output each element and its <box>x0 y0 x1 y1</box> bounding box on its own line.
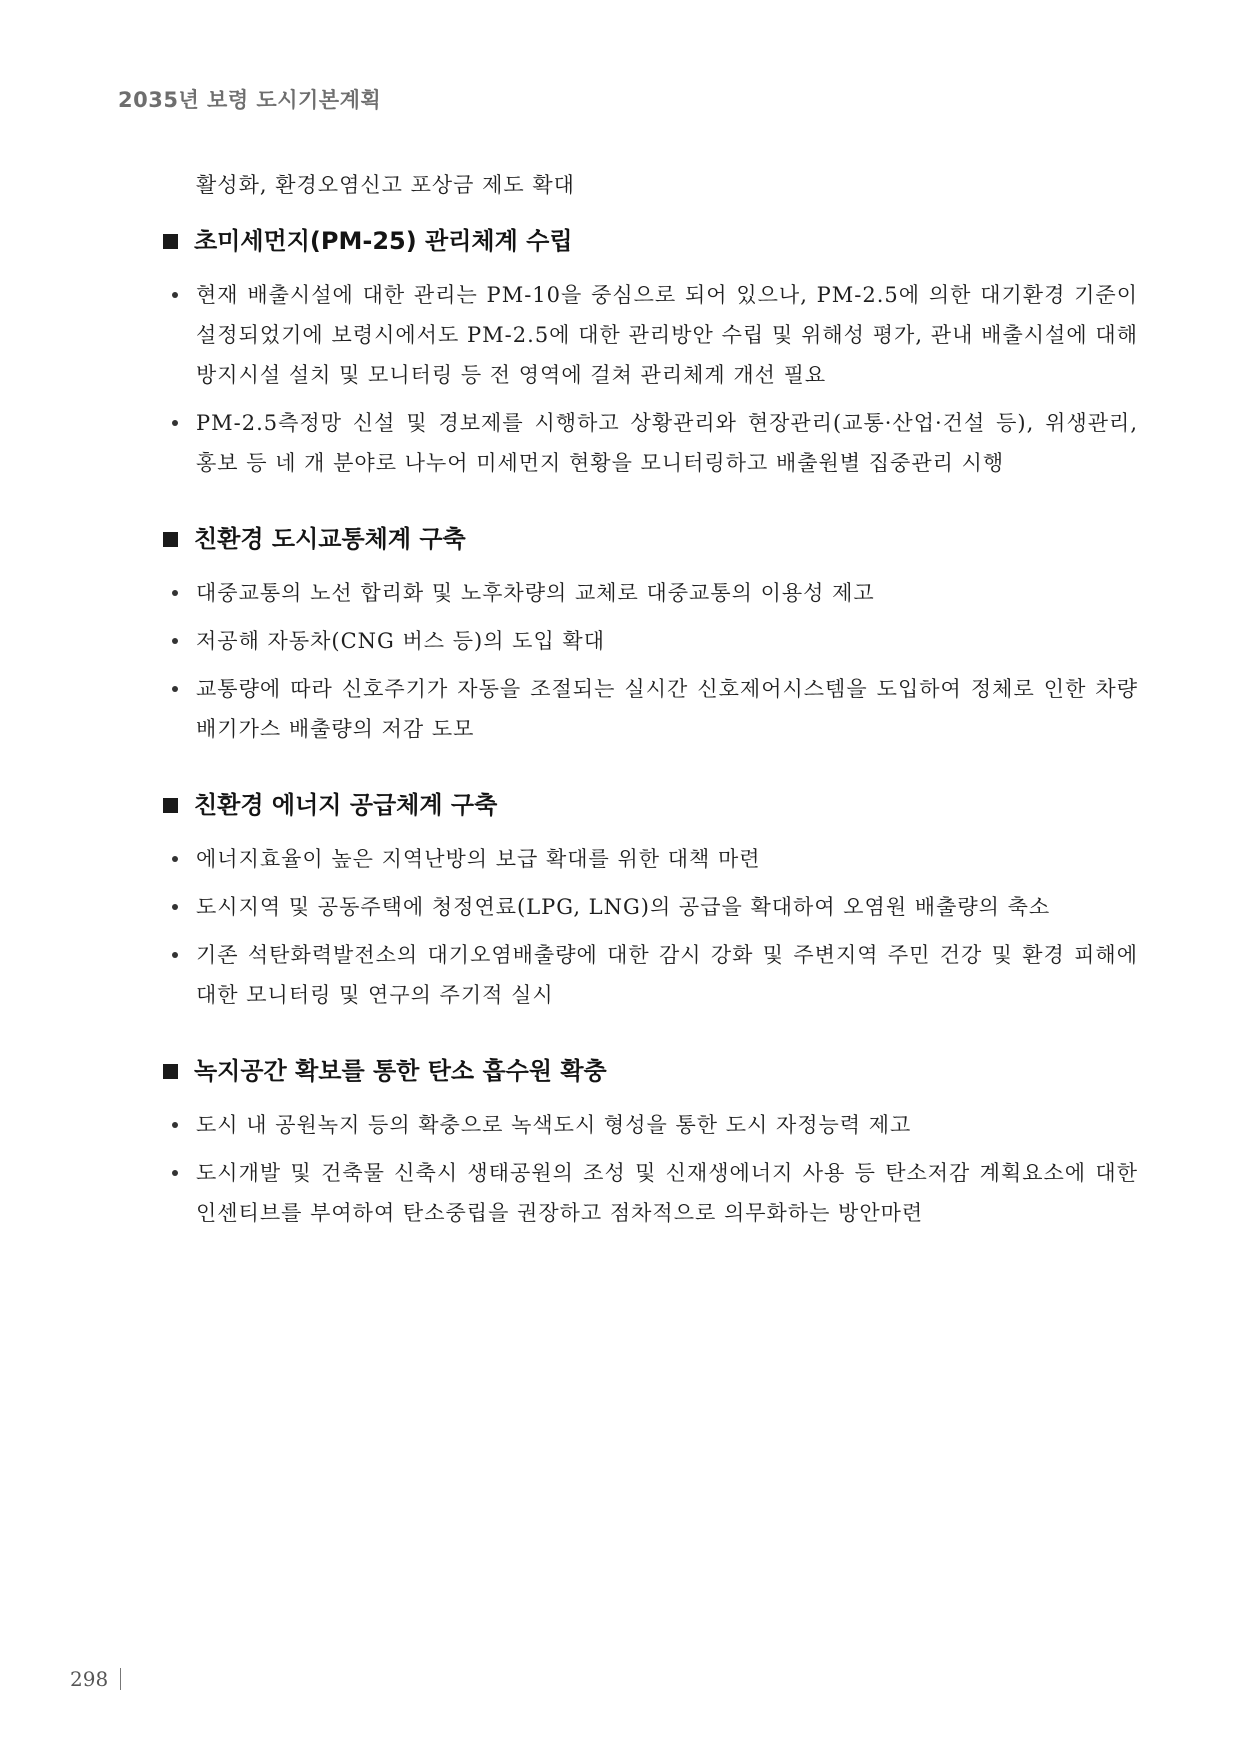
section-heading: 녹지공간 확보를 통한 탄소 흡수원 확충 <box>194 1057 607 1085</box>
bullet-list <box>163 573 1138 749</box>
bullet-item <box>163 1153 1138 1233</box>
bullet-list <box>163 839 1138 1015</box>
black-square-icon <box>163 532 178 547</box>
bullet-item <box>163 1105 1138 1145</box>
bullet-text: 대중교통의 노선 합리화 및 노후차량의 교체로 대중교통의 이용성 제고 <box>196 581 875 605</box>
bullet-text: 도시개발 및 건축물 신축시 생태공원의 조성 및 신재생에너지 사용 등 탄소저감 계획요소에 대한 인센티브를 부여하여 탄소중립을 권장하고 점차적으로 의무화하는 방안마련 <box>196 1161 1138 1225</box>
bullet-text: PM-2.5측정망 신설 및 경보제를 시행하고 상황관리와 현장관리(교통·산업·건설 등), 위생관리, 홍보 등 네 개 분야로 나누어 미세먼지 현황을 모니터링하고 배출원별 집중관리 시행 <box>196 411 1138 475</box>
black-square-icon <box>163 798 178 813</box>
bullet-dot-icon <box>172 420 178 426</box>
bullet-text: 현재 배출시설에 대한 관리는 PM-10을 중심으로 되어 있으나, PM-2.5에 의한 대기환경 기준이 설정되었기에 보령시에서도 PM-2.5에 대한 관리방안 수립 및 위해성 평가, 관내 배출시설에 대해 방지시설 설치 및 모니터링 등 전 영역에 걸쳐 관리체계 개선 필요 <box>196 283 1138 387</box>
section-eco-transport <box>163 523 1138 749</box>
continuation-text: 활성화, 환경오염신고 포상금 제도 확대 <box>196 173 575 197</box>
bullet-item <box>163 669 1138 749</box>
section-eco-energy <box>163 789 1138 1015</box>
bullet-item <box>163 621 1138 661</box>
bullet-text: 교통량에 따라 신호주기가 자동을 조절되는 실시간 신호제어시스템을 도입하여 정체로 인한 차량배기가스 배출량의 저감 도모 <box>196 677 1138 741</box>
document-body <box>163 170 1138 1273</box>
page-number: 298 <box>70 1667 109 1691</box>
bullet-text: 도시지역 및 공동주택에 청정연료(LPG, LNG)의 공급을 확대하여 오염원 배출량의 축소 <box>196 895 1051 919</box>
bullet-list <box>163 275 1138 483</box>
section-pm25-management <box>163 225 1138 483</box>
footer-divider <box>120 1668 121 1690</box>
black-square-icon <box>163 234 178 249</box>
bullet-item <box>163 403 1138 483</box>
bullet-dot-icon <box>172 686 178 692</box>
bullet-dot-icon <box>172 952 178 958</box>
page-header-title: 2035년 보령 도시기본계획 <box>118 88 382 112</box>
bullet-dot-icon <box>172 1122 178 1128</box>
bullet-dot-icon <box>172 590 178 596</box>
bullet-item <box>163 275 1138 395</box>
bullet-list <box>163 1105 1138 1233</box>
bullet-item <box>163 839 1138 879</box>
section-heading: 초미세먼지(PM-25) 관리체계 수립 <box>194 227 573 255</box>
bullet-item <box>163 573 1138 613</box>
bullet-text: 기존 석탄화력발전소의 대기오염배출량에 대한 감시 강화 및 주변지역 주민 건강 및 환경 피해에 대한 모니터링 및 연구의 주기적 실시 <box>196 943 1138 1007</box>
black-square-icon <box>163 1064 178 1079</box>
section-heading: 친환경 도시교통체계 구축 <box>194 525 466 553</box>
bullet-dot-icon <box>172 1170 178 1176</box>
bullet-text: 도시 내 공원녹지 등의 확충으로 녹색도시 형성을 통한 도시 자정능력 제고 <box>196 1113 912 1137</box>
bullet-dot-icon <box>172 638 178 644</box>
bullet-dot-icon <box>172 904 178 910</box>
bullet-text: 저공해 자동차(CNG 버스 등)의 도입 확대 <box>196 629 605 653</box>
section-green-space <box>163 1055 1138 1233</box>
page-footer <box>70 1667 121 1691</box>
bullet-item <box>163 935 1138 1015</box>
section-heading: 친환경 에너지 공급체계 구축 <box>194 791 498 819</box>
bullet-item <box>163 887 1138 927</box>
bullet-text: 에너지효율이 높은 지역난방의 보급 확대를 위한 대책 마련 <box>196 847 761 871</box>
bullet-dot-icon <box>172 292 178 298</box>
bullet-dot-icon <box>172 856 178 862</box>
